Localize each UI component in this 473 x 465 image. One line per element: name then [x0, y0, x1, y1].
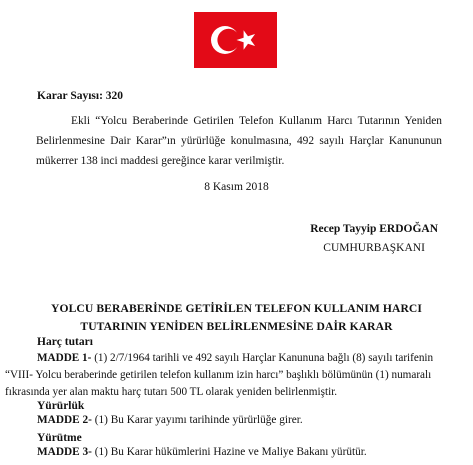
flag-crescent-star-icon [194, 12, 277, 68]
intro-paragraph [36, 111, 442, 171]
article-3 [37, 446, 367, 458]
article-2 [37, 414, 303, 426]
article-1 [0, 350, 473, 401]
article-2-label: MADDE 2- [37, 414, 92, 426]
article-1-line-2: “VIII- Yolcu beraberinde getirilen telefon kullanım izin harcı” başlıklı bölümünün (1) numaralı [5, 369, 432, 381]
law-title [30, 300, 443, 336]
article-1-line-3: fıkrasında yer alan maktu harç tutarı 500 TL olarak yeniden belirlenmiştir. [5, 386, 338, 398]
turkish-flag-emblem [194, 12, 277, 68]
article-1-line-1: (1) 2/7/1964 tarihli ve 492 sayılı Harçlar Kanununa bağlı (8) sayılı tarifenin [91, 352, 434, 364]
section-heading-harc-tutari: Harç tutarı [37, 336, 93, 348]
intro-text: Ekli “Yolcu Beraberinde Getirilen Telefon Kullanım Harcı Tutarının Yeniden Belirlenmesine Dair Karar”ın yürürlüğe konulmasına, 492 sayılı Harçlar Kanununun mükerrer 138 inci maddesi gereğince karar verilmiştir. [36, 115, 442, 167]
article-3-text: (1) Bu Karar hükümlerini Hazine ve Maliye Bakanı yürütür. [91, 446, 367, 458]
signature-block [310, 220, 438, 258]
article-2-text: (1) Bu Karar yayımı tarihinde yürürlüğe girer. [91, 414, 303, 426]
article-1-label: MADDE 1- [37, 352, 92, 364]
decision-date: 8 Kasım 2018 [204, 181, 269, 193]
law-title-line-1: YOLCU BERABERİNDE GETİRİLEN TELEFON KULLANIM HARCI [50, 302, 423, 315]
signer-title: CUMHURBAŞKANI [323, 242, 425, 254]
decision-number: Karar Sayısı: 320 [37, 90, 124, 102]
law-title-line-2: TUTARININ YENİDEN BELİRLENMESİNE DAİR KARAR [80, 320, 393, 333]
section-heading-yururluk: Yürürlük [37, 400, 85, 412]
section-heading-yurutme: Yürütme [37, 432, 82, 444]
signer-name: Recep Tayyip ERDOĞAN [310, 223, 438, 235]
article-3-label: MADDE 3- [37, 446, 92, 458]
